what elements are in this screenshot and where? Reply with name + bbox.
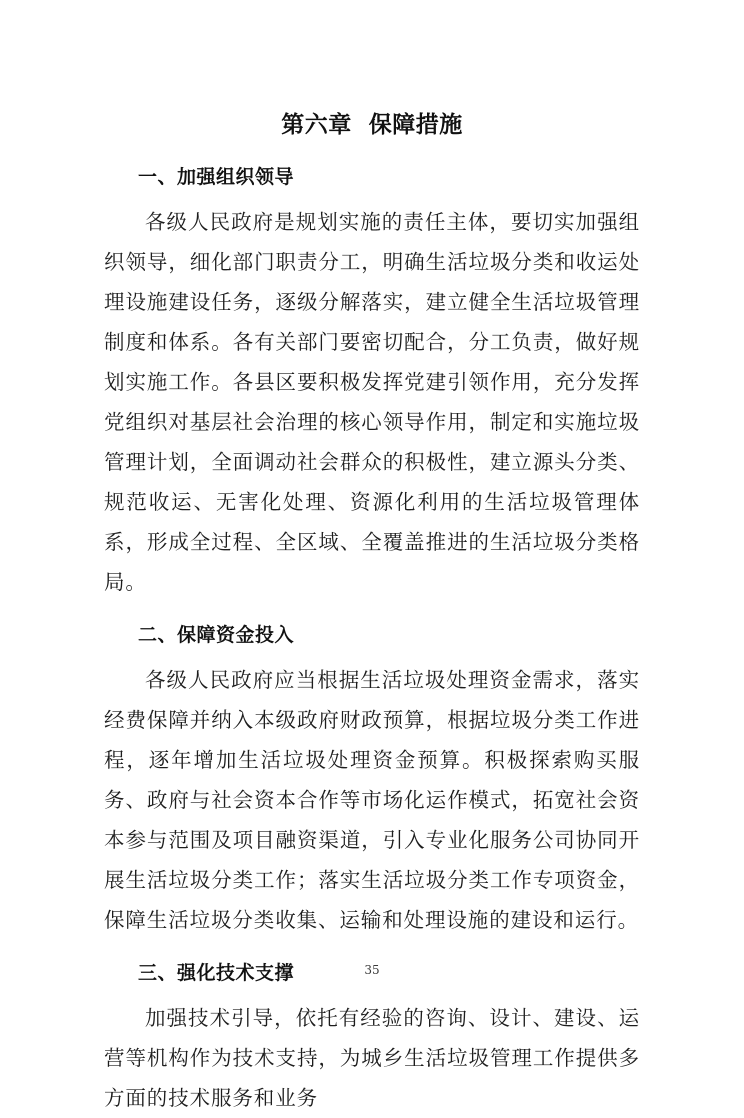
section-paragraph-3: 加强技术引导，依托有经验的咨询、设计、建设、运营等机构作为技术支持，为城乡生活垃圾管理工作提供多方面的技术服务和业务 — [104, 1006, 640, 1110]
page-title: 第六章 保障措施 — [281, 112, 463, 138]
section-paragraph-2: 各级人民政府应当根据生活垃圾处理资金需求，落实经费保障并纳入本级政府财政预算，根据垃圾分类工作进程，逐年增加生活垃圾处理资金预算。积极探索购买服务、政府与社会资本合作等市场化运作模式，拓宽社会资本参与范围及项目融资渠道，引入专业化服务公司协同开展生活垃圾分类工作；落实生活垃圾分类工作专项资金，保障生活垃圾分类收集、运输和处理设施的建设和运行。 — [104, 668, 640, 932]
spacer — [104, 190, 640, 202]
page-number: 35 — [364, 963, 380, 977]
spacer — [104, 940, 640, 960]
spacer — [104, 140, 640, 164]
section-heading-2: 二、保障资金投入 — [138, 624, 295, 646]
spacer — [104, 648, 640, 660]
section-paragraph-1: 各级人民政府是规划实施的责任主体，要切实加强组织领导，细化部门职责分工，明确生活垃圾分类和收运处理设施建设任务，逐级分解落实，建立健全生活垃圾管理制度和体系。各有关部门要密切配合，分工负责，做好规划实施工作。各县区要积极发挥党建引领作用，充分发挥党组织对基层社会治理的核心领导作用，制定和实施垃圾管理计划，全面调动社会群众的积极性，建立源头分类、规范收运、无害化处理、资源化利用的生活垃圾管理体系，形成全过程、全区域、全覆盖推进的生活垃圾分类格局。 — [104, 210, 640, 594]
section-heading-1: 一、加强组织领导 — [138, 166, 295, 188]
spacer — [104, 986, 640, 998]
section-heading-3: 三、强化技术支撑 — [138, 962, 295, 984]
document-content — [104, 0, 640, 1118]
spacer — [104, 602, 640, 622]
